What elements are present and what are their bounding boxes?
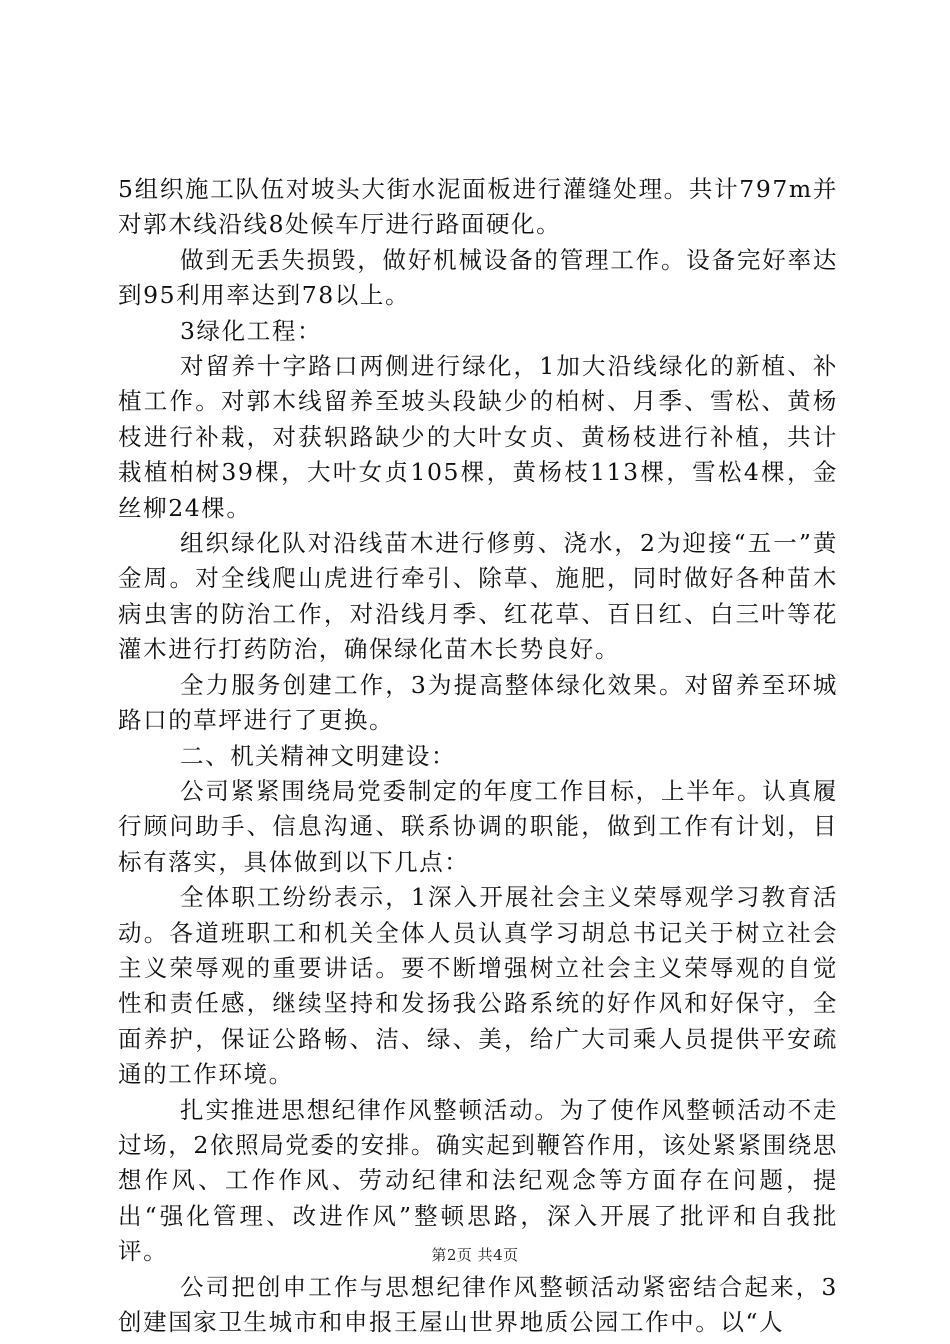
paragraph: 全体职工纷纷表示，1深入开展社会主义荣辱观学习教育活动。各道班职工和机关全体人员认真学习胡总书记关于树立社会主义荣辱观的重要讲话。要不断增强树立社会主义荣辱观的自觉性和责任感，继续坚持和发扬我公路系统的好作风和好保守，全面养护，保证公路畅、洁、绿、美，给广大司乘人员提供平安疏通的工作环境。 (118, 883, 838, 1089)
paragraph: 5组织施工队伍对坡头大街水泥面板进行灌缝处理。共计797m并对郭木线沿线8处候车厅进行路面硬化。 (118, 175, 838, 239)
section-heading: 二、机关精神文明建设： (180, 741, 457, 770)
paragraph: 对留养十字路口两侧进行绿化，1加大沿线绿化的新植、补植工作。对郭木线留养至坡头段缺少的柏树、月季、雪松、黄杨枝进行补栽，对获轵路缺少的大叶女贞、黄杨枝进行补植，共计栽植柏树39棵，大叶女贞105棵，黄杨枝113棵，雪松4棵，金丝柳24棵。 (118, 352, 838, 522)
section-heading: 3绿化工程： (180, 316, 323, 345)
paragraph: 全力服务创建工作，3为提高整体绿化效果。对留养至环城路口的草坪进行了更换。 (118, 670, 838, 735)
page-number-footer: 第2页 共4页 (431, 1246, 519, 1264)
paragraph: 公司把创申工作与思想纪律作风整顿活动紧密结合起来，3创建国家卫生城市和申报王屋山世界地质公园工作中。以“人 (118, 1272, 838, 1336)
paragraph: 组织绿化队对沿线苗木进行修剪、浇水，2为迎接“五一”黄金周。对全线爬山虎进行牵引、除草、施肥，同时做好各种苗木病虫害的防治工作，对沿线月季、红花草、百日红、白三叶等花灌木进行打药防治，确保绿化苗木长势良好。 (118, 529, 838, 664)
paragraph: 扎实推进思想纪律作风整顿活动。为了使作风整顿活动不走过场，2依照局党委的安排。确实起到鞭笞作用，该处紧紧围绕思想作风、工作作风、劳动纪律和法纪观念等方面存在问题，提出“强化管理、改进作风”整顿思路，深入开展了批评和自我批评。 (118, 1095, 838, 1266)
paragraph: 做到无丢失损毁，做好机械设备的管理工作。设备完好率达到95利用率达到78以上。 (118, 245, 838, 310)
document-body (118, 172, 838, 1340)
paragraph: 公司紧紧围绕局党委制定的年度工作目标，上半年。认真履行顾问助手、信息沟通、联系协调的职能，做到工作有计划，目标有落实，具体做到以下几点： (118, 776, 838, 876)
